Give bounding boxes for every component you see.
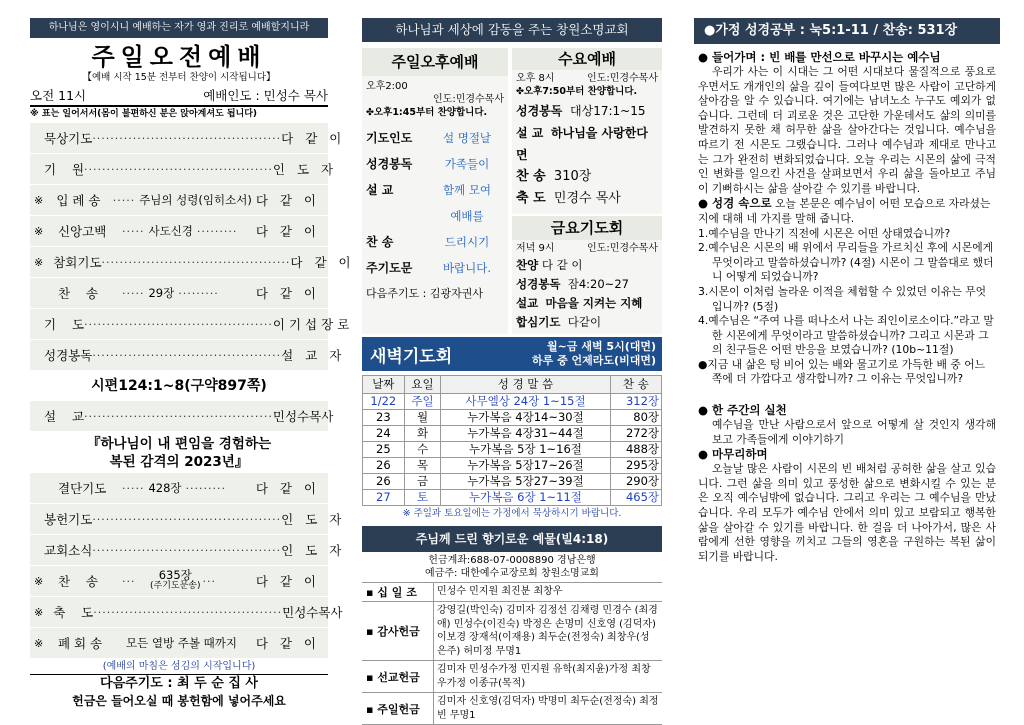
- dawn-table-header: 찬 송: [610, 376, 661, 394]
- holiday-message-line: 함께 모여: [442, 183, 492, 197]
- order-of-worship-part2: [30, 473, 346, 566]
- friday-reading: 성경봉독 잠4:20~27: [516, 277, 629, 291]
- praise-notice: 【예배 시작 15분 전부터 찬양이 시작됩니다】: [82, 72, 276, 83]
- study-question: 3.시몬이 이처럼 놀라운 이적을 체험할 수 있었던 이유는 무엇입니까? (5절): [698, 284, 987, 313]
- order-item-detail: 주님의 성령(임히소서): [139, 193, 252, 207]
- wednesday-leader: 인도:민경수목사: [587, 73, 658, 84]
- dawn-table-cell: 누가복음 6장 1~11절: [441, 490, 610, 506]
- order-item-person: 다 같 이: [255, 224, 320, 239]
- offering-title: 주님께 드린 향기로운 예물(빌4:18): [362, 526, 662, 552]
- order-row: 성경봉독 ·········································· 설 교 자: [30, 340, 328, 371]
- order-item-name: 기 원: [44, 162, 85, 177]
- sunday-afternoon-order-item: 설 교: [366, 183, 394, 197]
- end-note: (예배의 마침은 섬김의 시작입니다): [102, 661, 256, 672]
- friday-sermon: 설교 마음을 지켜는 지혜: [516, 296, 643, 310]
- dawn-table-cell: 사무엘상 24장 1~15절: [441, 394, 610, 410]
- order-item-person: 다 같 이: [255, 193, 320, 208]
- offering-table: [362, 582, 662, 725]
- intro-text: 우리가 사는 이 시대는 그 어떤 시대보다 물질적으로 풍요로우면서도 개개인의 삶을 깊이 들여다보면 많은 사람이 고단하게 살아감을 알 수 있습니다. 여기에는 남녀노소 누구도 예외가 없습니다. 그런데 더 괴로운 것은 고단한 가운데서도 삶의 의미를 발견하지 못한 채 허무한 삶을 살아간다는 것입니다. 예수님을 따르기 전 시몬도 그랬습니다. 그러나 예수님과 제대로 만나고는 그가 완전히 변화되었습니다. 오늘 우리는 시몬의 삶에 극적인 변화를 일으킨 사건을 살펴보면서 우리 삶을 돌아보고 주님이 기뻐하시는 삶을 살아갈 수 있기를 바랍니다.: [698, 65, 996, 195]
- order-item-person: 다 같 이: [281, 131, 346, 146]
- dawn-table-cell: 26: [363, 474, 405, 490]
- offering-names: 김미자 신호영(김덕자) 박명미 최두순(전정숙) 최정빈 무명1: [434, 693, 663, 725]
- dawn-prayer-note: ※ 주일과 토요일에는 가정에서 묵상하시기 바랍니다.: [402, 508, 622, 519]
- dawn-table-cell: 주일: [404, 394, 441, 410]
- order-item-detail: 사도신경: [148, 224, 193, 238]
- dawn-prayer-title: 새벽기도회: [370, 346, 453, 367]
- wednesday-box: [512, 48, 662, 214]
- order-row: 묵상기도 ·········································· 다 같 이: [30, 123, 328, 154]
- order-item-person: 인 도 자: [281, 512, 346, 527]
- order-item-name: 참회기도: [53, 255, 102, 270]
- service-title: 주일오전예배: [91, 43, 267, 71]
- order-item-person: 설 교 자: [281, 348, 346, 363]
- order-item-name: 묵상기도: [44, 131, 93, 146]
- dawn-table-cell: 월: [404, 410, 441, 426]
- weekday-services: [512, 48, 662, 334]
- offering-type: ▪ 주일헌금: [362, 693, 434, 725]
- home-bible-study-column: [694, 18, 1000, 564]
- dawn-table-row: [363, 394, 662, 410]
- order-item-name: 기 도: [44, 317, 85, 332]
- dawn-table-cell: 272장: [610, 426, 661, 442]
- dawn-table-cell: 80장: [610, 410, 661, 426]
- order-item-name: 교회소식: [44, 543, 93, 558]
- order-item-detail: 29장: [148, 286, 175, 300]
- sunday-afternoon-praise: ✤오후1:45부터 찬양합니다.: [366, 107, 488, 118]
- order-of-worship-part1: [30, 123, 355, 371]
- service-leader: 예배인도 : 민성수 목사: [203, 88, 328, 103]
- friday-prayer: 합심기도 다같이: [516, 315, 602, 329]
- services-grid: [362, 48, 662, 334]
- sunday-afternoon-box: [362, 48, 508, 334]
- holiday-message-line: 드리시기: [444, 235, 490, 249]
- dawn-table-row: [363, 474, 662, 490]
- order-row: 결단기도 ····· 428장 ········· 다 같 이: [30, 473, 328, 504]
- offering-type: ▪ 십 일 조: [362, 583, 434, 602]
- order-item-detail: 428장: [148, 481, 182, 495]
- order-row: ※ 참회기도 ·········································· 다 같 이: [30, 247, 328, 278]
- study-question: 4.예수님은 “주여 나를 떠나소서 나는 죄인이로소이다.”라고 말한 시몬에게 무엇이라고 말씀하셨습니까? 그리고 시몬과 그의 친구들은 어떤 반응을 보였습니까? (10b~11절): [698, 314, 994, 357]
- sunday-afternoon-order-item: 주기도문: [366, 261, 413, 275]
- bible-study-header: ●가정 성경공부 : 눅5:1-11 / 찬송: 531장: [694, 18, 1000, 44]
- dawn-prayer-table: [362, 375, 662, 506]
- order-item-name: 결단기도: [58, 481, 107, 496]
- sermon-row: 설 교 ·········································· 민성수목사: [30, 401, 328, 432]
- weekly-practice-text: 예수님을 만난 사람으로서 앞으로 어떻게 살 것인지 생각해 보고 가족들에게 이야기하기: [712, 418, 996, 446]
- dawn-prayer-line2: 하루 중 언제라도(비대면): [532, 354, 656, 367]
- sunday-afternoon-order-item: 성경봉독: [366, 157, 413, 171]
- study-question: 1.예수님을 만나기 직전에 시몬은 어떤 상태였습니까?: [698, 226, 951, 240]
- study-section: [698, 196, 996, 226]
- offering-names: 민성수 민지원 최진분 최창우: [434, 583, 663, 602]
- order-row: 기 도 ·········································· 이기섭장로: [30, 309, 328, 340]
- closing-hymn-sub: (주기도문송): [150, 581, 201, 591]
- offering-row: [362, 693, 662, 725]
- offering-holder: 예금주: 대한예수교장로회 창원소명교회: [425, 568, 599, 579]
- dawn-prayer-line1: 월~금 새벽 5시(대면): [547, 340, 656, 353]
- wednesday-time: 오후 8시: [516, 73, 555, 84]
- order-row: 찬 송 ····· 29장 ········· 다 같 이: [30, 278, 328, 309]
- weekly-practice-heading: ● 한 주간의 실천: [698, 403, 787, 418]
- dawn-table-cell: 누가복음 5장 1~16절: [441, 442, 610, 458]
- dawn-table-cell: 1/22: [363, 394, 405, 410]
- holiday-message-line: 설 명절날: [442, 131, 492, 145]
- friday-time: 저녁 9시: [516, 243, 555, 254]
- standing-mark: ※: [34, 224, 44, 238]
- closing-text: 오늘날 많은 사람이 시몬의 빈 배처럼 공허한 삶을 살고 있습니다. 그런 삶을 의미 있고 풍성한 삶으로 변화시킬 수 있는 분은 오직 예수님밖에 없습니다. 그리고 우리는 그 예수님을 만났습니다. 우리 모두가 예수님 안에서 의미 있고 보람되고 행복한 삶을 살아갈 수 있기를 바랍니다. 한 걸음 더 나아가서, 많은 사람에게 선한 영향을 끼치고 그들의 영혼을 구원하는 복된 삶이 되기를 바랍니다.: [698, 462, 996, 563]
- order-row: 봉헌기도 ·········································· 인 도 자: [30, 504, 328, 535]
- dawn-table-header: 성 경 말 씀: [441, 376, 610, 394]
- dawn-table-cell: 화: [404, 426, 441, 442]
- closing-heading: ● 마무리하며: [698, 447, 768, 462]
- holiday-message-line: 예배를: [450, 209, 484, 223]
- dawn-table-row: [363, 442, 662, 458]
- standing-note: ※ 표는 일어서서(몸이 불편하신 분은 앉아계셔도 됩니다): [30, 109, 258, 119]
- study-question: ●지금 내 삶은 텅 비어 있는 배와 물고기로 가득한 배 중 어느 쪽에 더 가깝다고 생각합니까? 그 이유는 무엇입니까?: [698, 357, 986, 386]
- holiday-message-line: 가족들이: [444, 157, 490, 171]
- offering-names: 강영길(박인숙) 김미자 김정선 김채령 민경수 (최경애) 민성수(이진숙) 박정은 손명미 신호영 (김덕자) 이보경 장재석(이재용) 최두순(전정숙) 최창우(성은주) 허미정 무명1: [434, 602, 663, 661]
- dawn-table-cell: 목: [404, 458, 441, 474]
- friday-title: 금요기도회: [512, 216, 662, 240]
- dawn-table-row: [363, 426, 662, 442]
- sunday-afternoon-next: 다음주기도 : 김광자권사: [366, 287, 483, 300]
- dawn-table-header: 날짜: [363, 376, 405, 394]
- sermon-row-name: 설 교: [44, 409, 85, 424]
- wednesday-reading: 성경봉독 대상17:1~15: [516, 104, 646, 118]
- order-item-person: 다 같 이: [255, 481, 320, 496]
- sunday-afternoon-time: 오후2:00: [366, 81, 408, 92]
- church-banner: 하나님과 세상에 감동을 주는 창원소명교회: [362, 18, 662, 42]
- dawn-table-row: [363, 490, 662, 506]
- benediction-row: ※ 축 도 ·········································· 민성수목사: [30, 597, 328, 628]
- dawn-table-cell: 수: [404, 442, 441, 458]
- offering-type: ▪ 감사헌금: [362, 602, 434, 661]
- dawn-table-cell: 295장: [610, 458, 661, 474]
- holiday-message-line: 바랍니다.: [442, 261, 492, 275]
- dawn-table-row: [363, 410, 662, 426]
- dawn-table-cell: 누가복음 4장31~44절: [441, 426, 610, 442]
- dawn-prayer-header: [362, 337, 662, 371]
- closing-hymn-number: 635장: [158, 568, 192, 582]
- weekly-services-column: [362, 18, 662, 725]
- order-item-person: 인 도 자: [272, 162, 338, 177]
- dawn-table-cell: 누가복음 4장14~30절: [441, 410, 610, 426]
- dawn-table-cell: 27: [363, 490, 405, 506]
- sermon-title: [30, 432, 328, 473]
- order-item-person: 다 같 이: [290, 255, 355, 270]
- order-item-person: 다 같 이: [255, 286, 320, 301]
- wednesday-praise: ✤오후7:50부터 찬양합니다.: [516, 86, 638, 97]
- dawn-table-cell: 290장: [610, 474, 661, 490]
- order-item-name: 성경봉독: [44, 348, 93, 363]
- time-leader-line: [30, 87, 328, 104]
- offering-row: [362, 661, 662, 693]
- intro-heading: ● 들어가며 : 빈 배를 만선으로 바꾸시는 예수님: [698, 50, 941, 64]
- offering-account: 헌금계좌:688-07-0008890 경남은행: [428, 555, 596, 566]
- friday-box: [512, 216, 662, 334]
- top-banner: 하나님은 영이시니 예배하는 자가 영과 진리로 예배할지니라: [30, 18, 328, 38]
- study-text: 오늘 본문은 예수님이 어떤 모습으로 자라셨는지에 대해 네 가지를 말해 줍니다.: [698, 197, 991, 225]
- sermon-row-who: 민성수목사: [272, 409, 334, 424]
- sunday-afternoon-title: 주일오후예배: [362, 48, 508, 76]
- order-item-person: 이기섭장로: [272, 317, 354, 332]
- standing-mark: ※: [34, 255, 44, 269]
- offering-row: [362, 602, 662, 661]
- order-item-person: 인 도 자: [281, 543, 346, 558]
- service-time: 오전 11시: [30, 88, 87, 103]
- holiday-family-message: [430, 125, 504, 281]
- dawn-table-cell: 누가복음 5장27~39절: [441, 474, 610, 490]
- order-item-name: 신앙고백: [58, 224, 107, 239]
- sunday-afternoon-order-item: [366, 203, 430, 229]
- dawn-table-cell: 토: [404, 490, 441, 506]
- offering-row: [362, 583, 662, 602]
- next-week-prayer: 다음주기도 : 최 두 순 집 사: [100, 676, 258, 691]
- wednesday-hymn: 찬 송 310장: [516, 169, 592, 184]
- wednesday-sermon: 설 교 하나님을 사랑한다면: [516, 126, 648, 162]
- sunday-afternoon-order: [366, 125, 430, 281]
- wednesday-blessing: 축 도 민경수 목사: [516, 191, 621, 206]
- study-question: 2.예수님은 시몬의 배 위에서 무리들을 가르치신 후에 시몬에게 무엇이라고 말씀하셨습니까? (4절) 시몬이 그 말씀대로 했더니 어떻게 되었습니까?: [698, 241, 994, 284]
- study-questions: [698, 227, 996, 388]
- dawn-table-cell: 26: [363, 458, 405, 474]
- offering-type: ▪ 선교헌금: [362, 661, 434, 693]
- order-row: 기 원 ·········································· 인 도 자: [30, 154, 328, 185]
- dawn-table-header: 요일: [404, 376, 441, 394]
- standing-mark: ※: [34, 193, 44, 207]
- order-item-name: 찬 송: [58, 286, 99, 301]
- dawn-table-cell: 312장: [610, 394, 661, 410]
- dawn-table-cell: 25: [363, 442, 405, 458]
- order-item-name: 봉헌기도: [44, 512, 93, 527]
- sunday-afternoon-order-item: 기도인도: [366, 131, 413, 145]
- sunday-afternoon-leader: 인도:민경수목사: [433, 94, 504, 105]
- sermon-title-line1: 『하나님이 내 편임을 경험하는: [86, 436, 272, 452]
- dawn-table-cell: 465장: [610, 490, 661, 506]
- study-heading: ● 성경 속으로: [698, 196, 772, 211]
- closing-hymn-row: ※ 찬 송 ··· 635장 (주기도문송) ··· 다 같 이: [30, 566, 328, 597]
- dawn-table-cell: 488장: [610, 442, 661, 458]
- scripture-reference: 시편124:1~8(구약897쪽): [91, 378, 267, 394]
- dawn-table-cell: 누가복음 5장17~26절: [441, 458, 610, 474]
- friday-hymn: 찬양 다 같 이: [516, 258, 583, 272]
- order-row: ※ 신앙고백 ····· 사도신경 ········· 다 같 이: [30, 216, 328, 247]
- offering-names: 김미자 민성수가정 민지원 유학(최지윤)가정 최창우가정 이종규(목적): [434, 661, 663, 693]
- dawn-table-cell: 24: [363, 426, 405, 442]
- order-row: 교회소식 ·········································· 인 도 자: [30, 535, 328, 566]
- dawn-table-row: [363, 458, 662, 474]
- friday-leader: 인도:민경수목사: [587, 243, 658, 254]
- sunday-afternoon-order-item: 찬 송: [366, 235, 394, 249]
- order-row: ※ 입 례 송 ····· 주님의 성령(임히소서) 다 같 이: [30, 185, 328, 216]
- closing-song-row: ※ 폐 회 송 모든 열방 주볼 때까지 다 같 이: [30, 628, 328, 659]
- wednesday-title: 수요예배: [512, 48, 662, 70]
- dawn-table-cell: 23: [363, 410, 405, 426]
- order-item-name: 입 례 송: [56, 193, 101, 208]
- sunday-morning-worship-column: [30, 18, 355, 710]
- offering-note: 헌금은 들어오실 때 봉헌함에 넣어주세요: [72, 694, 286, 708]
- dawn-table-cell: 금: [404, 474, 441, 490]
- sermon-title-line2: 복된 감격의 2023년』: [109, 454, 249, 470]
